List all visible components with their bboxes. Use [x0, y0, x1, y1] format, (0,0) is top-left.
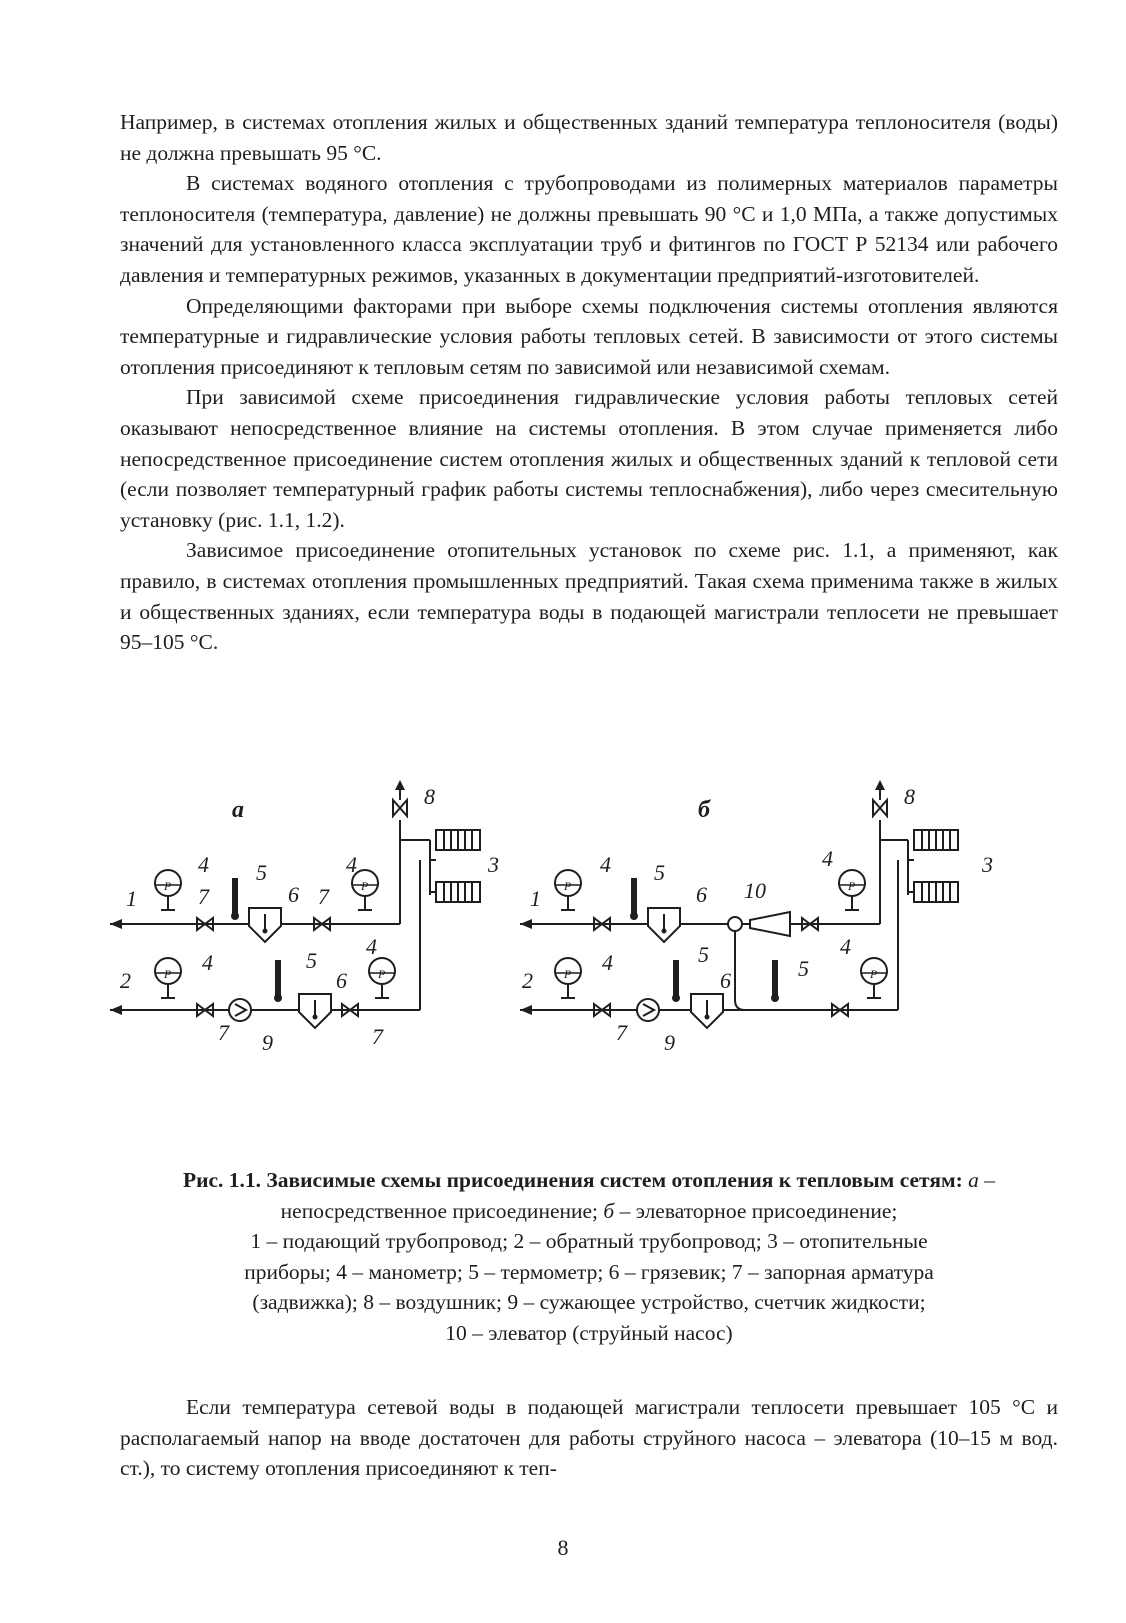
panel-a: [110, 780, 499, 1055]
label-6: 6: [720, 968, 731, 993]
paragraph: Определяющими факторами при выборе схемы подключения системы отопления являются температурные и гидравлические условия работы тепловых сетей. В зависимости от этого системы отопления присоединяют к тепловым сетям по зависимой или независимой схемам.: [120, 293, 1058, 379]
label-3: 3: [982, 852, 993, 877]
label-2: 2: [522, 968, 533, 993]
paragraph: При зависимой схеме присоединения гидравлические условия работы тепловых сетей оказывают непосредственное влияние на системы отопления. В этом случае применяется либо непосредственное присоединение систем отопления жилых и общественных зданий к тепловой сети (если позволяет температурный график работы системы теплоснабжения), либо через смесительную установку (рис. 1.1, 1.2).: [120, 385, 1058, 532]
label-2: 2: [120, 968, 131, 993]
label-5: 5: [798, 956, 809, 981]
gauge-letter: P: [164, 967, 172, 981]
label-4: 4: [198, 852, 209, 877]
caption-legend-line: 1 – подающий трубопровод; 2 – обратный трубопровод; 3 – отопительные: [250, 1229, 928, 1253]
caption-title: Рис. 1.1. Зависимые схемы присоединения систем отопления к тепловым сетям:: [182, 1168, 963, 1192]
gauge-letter: P: [870, 967, 878, 981]
panel-b-label: б: [698, 797, 710, 823]
caption-legend-line: 10 – элеватор (струйный насос): [445, 1320, 733, 1345]
label-7: 7: [616, 1020, 627, 1045]
caption-b-text: – элеваторное присоединение;: [614, 1198, 898, 1223]
label-9: 9: [262, 1030, 273, 1055]
paragraph: Если температура сетевой воды в подающей магистрали теплосети превышает 105 °С и располагаемый напор на вводе достаточен для работы струйного насоса – элеватора (10–15 м вод. ст.), то систему отопления присоединяют к теп-: [120, 1395, 1058, 1481]
elevator-nozzle: [750, 912, 790, 936]
body-text-bottom: [120, 1392, 1058, 1484]
caption-b-letter: б: [603, 1198, 615, 1223]
label-4: 4: [346, 852, 357, 877]
label-7: 7: [198, 884, 209, 909]
panel-a-label: а: [232, 797, 244, 823]
paragraph: В системах водяного отопления с трубопроводами из полимерных материалов параметры теплоносителя (температура, давление) не должны превышать 90 °С и 1,0 МПа, а также допустимых значений для установленного класса эксплуатации труб и фитингов по ГОСТ Р 52134 или рабочего давления и температурных режимов, указанных в документации предприятий-изготовителей.: [120, 171, 1058, 287]
body-text-top: [120, 107, 1058, 658]
figure-heating-schemes: [110, 784, 1060, 1100]
gauge-letter: P: [848, 879, 856, 893]
label-4: 4: [822, 846, 833, 871]
gauge-letter: P: [164, 879, 172, 893]
label-7: 7: [318, 884, 329, 909]
label-1: 1: [530, 886, 541, 911]
label-4: 4: [602, 950, 613, 975]
label-5: 5: [698, 942, 709, 967]
label-8: 8: [904, 784, 915, 809]
label-5: 5: [654, 860, 665, 885]
label-5: 5: [306, 948, 317, 973]
label-4: 4: [600, 852, 611, 877]
gauge-letter: P: [361, 879, 369, 893]
elevator-junction: [728, 917, 742, 931]
gauge-letter: P: [378, 967, 386, 981]
label-3: 3: [488, 852, 499, 877]
label-6: 6: [288, 882, 299, 907]
label-4: 4: [840, 934, 851, 959]
label-1: 1: [126, 886, 137, 911]
page-number: 8: [557, 1535, 569, 1560]
label-7: 7: [218, 1020, 229, 1045]
caption-legend-line: приборы; 4 – манометр; 5 – термометр; 6 – грязевик; 7 – запорная арматура: [244, 1259, 934, 1284]
schematic-diagram: [110, 784, 1060, 1100]
label-6: 6: [336, 968, 347, 993]
paragraph: Зависимое присоединение отопительных установок по схеме рис. 1.1, а применяют, как правило, в системах отопления промышленных предприятий. Такая схема применима также в жилых и общественных зданиях, если температура воды в подающей магистрали теплосети не превышает 95–105 °С.: [120, 538, 1058, 655]
gauge-letter: P: [564, 879, 572, 893]
caption-a-letter: а: [968, 1168, 979, 1192]
label-6: 6: [696, 882, 707, 907]
label-9: 9: [664, 1030, 675, 1055]
label-4: 4: [202, 950, 213, 975]
label-10: 10: [744, 878, 766, 903]
label-7: 7: [372, 1024, 383, 1049]
panel-b: [520, 780, 993, 1055]
caption-legend-line: (задвижка); 8 – воздушник; 9 – сужающее устройство, счетчик жидкости;: [252, 1290, 926, 1314]
label-8: 8: [424, 784, 435, 809]
label-4: 4: [366, 934, 377, 959]
figure-caption: [120, 1165, 1058, 1348]
label-5: 5: [256, 860, 267, 885]
gauge-letter: P: [564, 967, 572, 981]
paragraph: Например, в системах отопления жилых и общественных зданий температура теплоносителя (воды) не должна превышать 95 °С.: [120, 110, 1058, 165]
caption-a-text: – непосредственное присоединение;: [280, 1168, 996, 1223]
